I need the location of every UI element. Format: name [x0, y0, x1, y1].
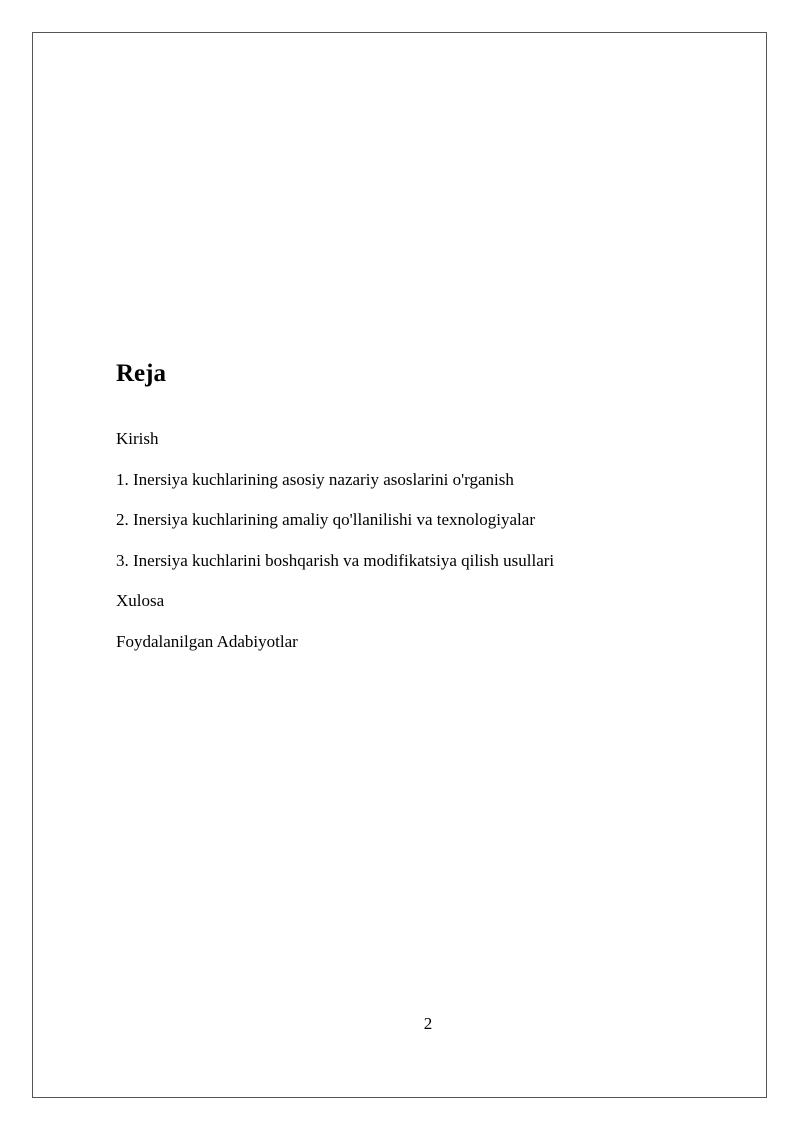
toc-item-chapter-1: 1. Inersiya kuchlarining asosiy nazariy asoslarini o'rganish	[116, 469, 514, 489]
toc-item-references: Foydalanilgan Adabiyotlar	[116, 631, 298, 651]
toc-item-introduction: Kirish	[116, 429, 159, 448]
toc-item-chapter-3: 3. Inersiya kuchlarini boshqarish va modifikatsiya qilish usullari	[116, 550, 555, 570]
table-of-contents	[116, 428, 554, 672]
page-number: 2	[423, 1014, 433, 1033]
toc-item-conclusion: Xulosa	[116, 591, 165, 611]
page-title: Reja	[116, 360, 166, 387]
toc-item-chapter-2: 2. Inersiya kuchlarining amaliy qo'llanilishi va texnologiyalar	[116, 510, 535, 530]
